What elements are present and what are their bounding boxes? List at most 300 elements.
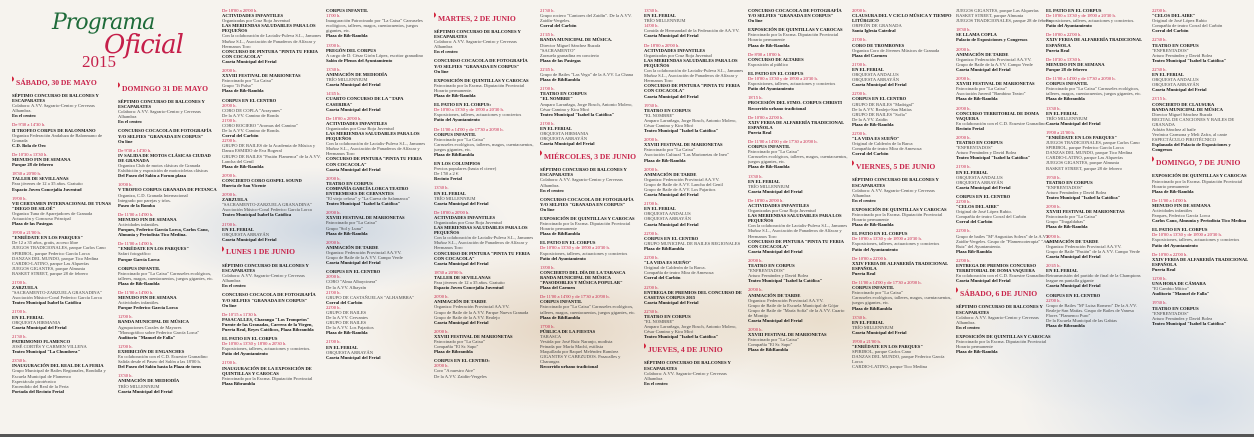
event-time: De 10'00 a 13'30 y 18'00 a 20'30 h. xyxy=(222,341,287,347)
event-title: CORPUS EN EL CENTRO xyxy=(326,269,381,275)
event-title: EL PATIO EN EL CORPUS xyxy=(540,240,596,246)
event-item xyxy=(118,266,218,286)
carnation-icon xyxy=(540,150,542,162)
event-detail: "SACRAMENTO-ZARZUELA GRANADINA" xyxy=(12,290,102,296)
event-detail: Original de José López Rubio xyxy=(1152,18,1207,24)
event-venue: Plaza del Carmen xyxy=(540,285,575,291)
event-detail: Amparo Larrañaga, Jorge Bosch, Antonio Molero, César Camino y Kira Miró xyxy=(644,324,737,335)
event-title: CONCURSO DE PINTURA "PINTA TU FERIA CON COCACOLA" xyxy=(222,48,318,59)
event-time: 18'30 h. xyxy=(956,27,971,33)
event-detail: Colabora: A.VV. Sagrario-Centro y Cervezas Alhambra xyxy=(222,273,305,284)
event-title: LAS MERIENDAS SALUDABLES PARA LOS PEQUEÑOS xyxy=(748,213,842,224)
event-detail: Grupo de Baile de la A.VV. Campo Verde xyxy=(326,255,403,261)
event-venue: Caseta Municipal del Ferial xyxy=(12,324,67,330)
event-time: De 18'00 a 20'00 h. xyxy=(644,42,680,48)
event-time: 13'30 h. xyxy=(852,314,867,320)
event-item xyxy=(540,265,640,290)
event-detail: Comida de Hermandad de la Federación de AA.VV. xyxy=(644,28,740,34)
event-venue: Caseta Municipal del Ferial xyxy=(644,299,699,305)
event-time: 20'00 h. xyxy=(748,287,763,293)
day-header xyxy=(12,76,112,88)
event-venue: En el centro xyxy=(956,324,980,330)
event-venue: Caseta Municipal del Ferial xyxy=(326,82,381,88)
event-title: SÉPTIMO CONCURSO DE BALCONES Y ESCAPARATES xyxy=(434,29,521,40)
event-item xyxy=(434,329,534,354)
event-detail: TRÍO MILLENNIUM xyxy=(644,18,686,24)
event-detail: Amparo Larrañaga, Jorge Bosch, Antonio Molero, César Camino y Kira Miró xyxy=(644,117,737,128)
event-detail: Zarzuela granadina en concierto xyxy=(540,52,600,58)
event-title: EL PATIO EN EL CORPUS xyxy=(852,231,908,237)
event-detail: "ENFRENTADOS" xyxy=(1152,47,1189,53)
event-detail: Asociación Músico-Coral Federico García Lorca xyxy=(12,295,102,301)
event-detail: Horario permanente xyxy=(1152,183,1189,189)
event-detail: En colaboración con el C.D. Ecuestre Granadino xyxy=(118,354,208,360)
event-venue: C.D. Bola de Oro xyxy=(12,142,46,148)
event-venue: Huerta de San Vicente xyxy=(222,183,267,188)
event-time: 22'00 h. xyxy=(222,138,237,144)
event-detail: A cargo de D. César Girón López, escritor granadino xyxy=(326,52,424,58)
event-venue: Puerta Real xyxy=(1152,266,1176,272)
event-time: 19'30 h. xyxy=(1046,174,1061,180)
event-title: ENTREMESES DE CERVANTES xyxy=(326,191,394,196)
program-column xyxy=(222,8,322,425)
event-detail: Colabora: A.VV. Sagrario-Centro y Cervezas Alhambra. xyxy=(956,314,1039,325)
event-venue: Plaza del Carmen xyxy=(852,52,887,58)
event-detail: Con la colaboración de Lactalis-Puleva S.L., Jamones Muñoz S.L., Asociación de Panaderos de Alfacar y Hermanos Toro xyxy=(326,141,426,157)
event-item xyxy=(434,270,534,290)
event-detail: Patrocinado por "La Caixa" xyxy=(852,290,903,296)
event-title: TEATRO EN CORPUS xyxy=(644,107,691,113)
event-time: 21'00 h. xyxy=(644,201,659,207)
event-venue: Teatro Municipal "La Chumbera" xyxy=(12,349,81,355)
event-detail: Horario permanente xyxy=(540,226,577,232)
event-detail: ORQUESTA ARRAYÁN xyxy=(222,231,270,237)
event-item xyxy=(118,128,218,143)
event-item xyxy=(222,222,322,242)
event-detail: ESPECTÁCULO PIROTÉCNICO xyxy=(1152,137,1216,143)
event-time: De 10'00 a 22'00 h. xyxy=(852,255,888,261)
event-detail: Patrocinado por "La Caixa" Carruseles ecológicos, talleres, magos, cuentacuentos, juegos gigantes, etc. xyxy=(540,304,636,315)
event-title: EL PATIO EN EL CORPUS xyxy=(1046,8,1102,13)
event-title: "LA VIDA ES SUEÑO" xyxy=(644,260,692,266)
event-title: SÉPTIMO CONCURSO DE BALCONES Y ESCAPARATES xyxy=(222,262,309,274)
program-column xyxy=(1152,8,1252,425)
event-detail: Original de Calderón de la Barca. xyxy=(644,265,706,271)
event-item xyxy=(118,99,218,124)
event-detail: JUEGOS TRADICIONALES, parque Carlos Cano xyxy=(1046,140,1140,146)
event-title: CONCURSO DE PINTURA "PINTA TU FERIA CON COCACOLA" xyxy=(748,238,844,249)
event-title: CONCURSO COCACOLA DE FOTOGRAFÍA Y/O SELFIES "GRANADA EN CORPUS" xyxy=(434,58,528,69)
event-time: 22'00 h. xyxy=(644,255,659,261)
event-item xyxy=(1152,67,1252,92)
event-detail: SPIRIBOL, parque Federico García Lorca xyxy=(12,250,90,256)
event-detail: Vestida por José Ruiz Naranjo, modista xyxy=(540,338,613,344)
event-detail: Carruseles ecológicos, talleres, magos, cuentacuentos, juegos gigantes, etc. xyxy=(748,154,848,165)
event-detail: GRUPO DE BAILES "Sofía" xyxy=(852,111,907,117)
event-venue: Caseta Municipal del Ferial xyxy=(852,82,907,88)
event-time: 21'00 h. xyxy=(540,120,555,126)
logo-title-programa: Programa xyxy=(52,10,155,35)
event-title: EN EL FERIAL xyxy=(852,319,884,325)
event-time: De 11'00 a 14'00 h. xyxy=(1152,197,1188,203)
event-title: EXHIBICIÓN DE ENGANCHES xyxy=(118,348,185,354)
event-venue: Fuente de las Granadas, Carrera de la Virgen, Puerta Real, Reyes Católicos, Plaza Bibrambla xyxy=(222,321,314,332)
day-header xyxy=(118,82,218,94)
event-title: XXVIII FESTIVAL DE MARIONETAS xyxy=(748,332,827,338)
event-time: 20'45 h. xyxy=(1046,263,1061,269)
event-detail: Para jóvenes de 12 a 35 años. Gratuito xyxy=(434,280,505,286)
event-venue: Plaza de Bib-Rambla xyxy=(852,222,894,228)
event-detail: JOSÉ CORTÉS Y CARMEN VILLENA xyxy=(12,344,87,350)
event-venue: Parque 28 de febrero xyxy=(1046,66,1088,72)
event-detail: Patrocinado por la Excma. Diputación Provincial xyxy=(434,82,525,88)
event-venue: Santa Iglesia Catedral xyxy=(852,28,896,34)
event-venue: Plaza de BibRambla xyxy=(434,151,475,157)
event-venue: Teatro Municipal "Isabel la Católica" xyxy=(748,278,823,284)
event-item xyxy=(644,103,744,134)
event-detail: Encendido del Real de la Feria xyxy=(12,383,69,389)
event-detail: De la A.VV. Zaidín-Vergeles xyxy=(434,373,487,379)
event-venue: Plaza de Bib-Rambla xyxy=(956,349,998,355)
event-venue: Plaza Bib-Rambla xyxy=(956,248,992,254)
event-time: 20'00 h. xyxy=(748,257,763,263)
event-time: De 10'00 a 13'30 y de 18'00 a 20'30 h. xyxy=(434,107,504,113)
event-title: EN EL FERIAL xyxy=(748,178,780,184)
event-item xyxy=(644,255,744,280)
event-item xyxy=(222,192,322,217)
event-item xyxy=(956,164,1056,189)
event-item xyxy=(1046,57,1146,72)
event-venue: Carlos Cano, Almunia y Periodista Tico Medina xyxy=(1152,218,1247,224)
event-time: De 18'00 a 20'00 h. xyxy=(748,197,784,203)
event-venue: Plaza de Bib-Rambla xyxy=(1152,188,1194,194)
event-detail: SPIRIBOL, parque Carlos Cano xyxy=(852,349,912,355)
event-title: MENUDO FIN DE SEMANA xyxy=(12,157,71,163)
event-item xyxy=(12,122,112,147)
event-detail: Integrado por parejas y tríos. xyxy=(118,197,171,203)
event-venue: Patio del Ayuntamiento xyxy=(1152,242,1198,248)
event-detail: Grupo de Baile de la A.VV. Realejo xyxy=(434,314,500,320)
event-item xyxy=(540,216,640,236)
event-item xyxy=(12,334,112,354)
event-detail: Arturo Fernández y David Bolea xyxy=(1046,189,1107,195)
event-time: 21'00 h. xyxy=(540,86,555,92)
event-detail: Patrocinado por la Excma. Diputación Provincial xyxy=(540,221,631,227)
event-detail: Retransmisión del partido de final de la Champions league en pantalla gigante xyxy=(1046,273,1141,284)
event-time: 21'00 h. xyxy=(956,164,971,170)
event-title: SÉPTIMO CONCURSO DE BALCONES Y ESCAPARATES xyxy=(852,177,939,188)
event-time: De 11'00 a 14'00 y de 17'30 a 20'00 h. xyxy=(1046,76,1116,82)
event-venue: Caseta Municipal del Ferial xyxy=(540,141,595,147)
event-venue: Caseta Municipal del Ferial xyxy=(956,184,1011,190)
event-item xyxy=(1046,130,1146,171)
program-column xyxy=(1046,8,1146,425)
event-time: 12'00 h. xyxy=(1152,276,1167,282)
event-item xyxy=(434,102,534,122)
event-venue: Caseta Municipal del Ferial xyxy=(644,192,699,198)
event-detail: Precios populares (hasta el cierre) xyxy=(434,166,497,172)
event-time: De 10'15 a 11'30 h. xyxy=(222,311,258,317)
event-detail: Organiza Federación Andaluza de Balonmano de Granada xyxy=(12,132,103,143)
event-venue: Caseta Municipal del Ferial xyxy=(118,388,173,394)
event-time: 22'00 h. xyxy=(852,130,867,136)
event-title: MENUDO FIN DE SEMANA xyxy=(118,295,177,301)
event-detail: JUEGOS GIGANTES, parque Almunia xyxy=(1046,160,1119,166)
event-title: CORPUS INFANTIL xyxy=(118,265,161,271)
event-venue: Plaza de BibRambla xyxy=(748,347,789,353)
event-detail: Salida desde el Paseo del Salón a las 18'00 h. xyxy=(118,359,201,365)
event-title: ACTIVIDADES INFANTILES xyxy=(222,13,284,19)
event-item xyxy=(852,207,952,227)
event-item xyxy=(540,8,640,28)
event-item xyxy=(644,201,744,226)
event-time: 11'00 h. xyxy=(326,13,341,19)
event-detail: Grupo de Baile de la Escuela Municipal de Gójar xyxy=(748,302,839,308)
event-venue: Plaza de Bibrambla xyxy=(1046,96,1085,102)
event-item xyxy=(326,339,426,359)
event-detail: Patrocinado por "La Caixa" Carruseles ecológicos, talleres, magos, cuentacuentos, juegos gigantes, etc. xyxy=(118,270,214,281)
event-time: 22'00 h. xyxy=(956,257,971,263)
event-detail: GRUPO DE BAILES xyxy=(326,309,367,315)
event-detail: Organizadas por Cruz Roja Juventud xyxy=(748,208,816,214)
event-title: EN EL FERIAL xyxy=(852,66,884,72)
event-detail: Organiza: Federación Provincial AA.VV. xyxy=(434,304,510,310)
event-venue: Salón de Plenos del Ayuntamiento xyxy=(326,57,393,63)
event-venue: Teatro Municipal Isabel la Católica xyxy=(222,212,292,218)
event-title: EL PATIO EN EL CORPUS xyxy=(1152,227,1208,233)
event-title: CONCURSO COCACOLA DE FOTOGRAFÍA Y/O SELFIES "GRANADA EN CORPUS" xyxy=(118,128,212,139)
event-title: EN EL FERIAL xyxy=(1152,72,1184,78)
event-detail: Patrocinado por "La Caixa" xyxy=(748,149,799,155)
day-title: MIÉRCOLES, 3 DE JUNIO xyxy=(544,151,636,161)
event-detail: Grupo "Tragaldabas" xyxy=(1046,219,1085,225)
event-item xyxy=(1046,293,1146,329)
day-header xyxy=(644,343,744,355)
event-venue: Caseta Municipal del Ferial xyxy=(956,66,1011,72)
event-detail: Compañía de teatro Mira de Amescua xyxy=(852,146,922,152)
event-time: De 11'00 a 14'00 y de 17'30 a 20'00 h. xyxy=(540,294,610,300)
event-item xyxy=(326,91,426,111)
event-title: ANIMACIÓN DE TARDE xyxy=(956,51,1009,57)
event-detail: De la A.VV. Realejo-San Matías xyxy=(852,106,912,112)
event-detail: Asociación Cultural "Las Marionetas de Ineo" xyxy=(644,152,730,158)
event-title: XXVIII FESTIVAL DE MARIONETAS xyxy=(956,81,1035,87)
event-time: 18'30 a 20'00 h. xyxy=(12,171,41,177)
event-time: 13'30 h. xyxy=(326,66,341,72)
event-item xyxy=(1046,106,1146,126)
event-venue: Portada del Recinto Ferial xyxy=(12,388,64,394)
event-time: 20'00 h. xyxy=(222,192,237,198)
event-time: De 18'00 a 20'00 h. xyxy=(434,209,470,215)
event-title: "LA VIDA ES SUEÑO" xyxy=(852,136,900,142)
event-time: De 10'00 a 13'30 y de 18'00 a 20'30 h. xyxy=(1046,13,1116,19)
event-venue: Plaza de Bib-Rambla xyxy=(956,96,998,102)
event-detail: Horario permanente xyxy=(956,344,993,350)
event-time: 21'45 h. xyxy=(540,32,555,38)
event-venue: Teatro Municipal "Isabel la Católica" xyxy=(956,155,1031,161)
event-item xyxy=(1152,198,1252,223)
event-detail: De la A.VV. Camino de Ronda. xyxy=(222,128,280,134)
event-detail: TRÍO MILLENNIUM xyxy=(852,324,894,330)
event-detail: Arturo Fernández y David Bolea xyxy=(1152,52,1213,58)
event-venue: En el centro xyxy=(12,113,36,119)
event-time: 20'00 h. xyxy=(326,239,341,245)
event-detail: Patrocinado por "La Caixa" xyxy=(222,78,273,84)
event-time: 21'00 h. xyxy=(222,360,237,366)
event-time: 22'00 h. xyxy=(1046,297,1061,303)
event-time: 19'00 h. xyxy=(12,195,27,201)
event-detail: Patrocinado por la Excma. Diputación Provincial xyxy=(222,375,313,381)
event-item xyxy=(540,240,640,260)
day-title: DOMINGO, 7 DE JUNIO xyxy=(1156,157,1241,167)
event-venue: Patio del Ayuntamiento xyxy=(1046,23,1092,29)
event-detail: En colaboración con el C.D. Ecuestre Granadino xyxy=(956,273,1046,279)
event-venue: Teatro Municipal "Isabel la Católica" xyxy=(1152,320,1227,326)
event-detail: Arturo Fernández y David Bolea xyxy=(748,273,809,279)
event-venue: Patio del Ayuntamiento xyxy=(540,255,586,261)
event-title: ANIMACIÓN DE TARDE xyxy=(1046,238,1099,244)
event-title: "CELOS DEL AIRE" xyxy=(956,204,1000,210)
event-item xyxy=(956,76,1056,101)
event-item xyxy=(748,139,848,170)
event-detail: Espectáculo pirotécnico xyxy=(12,378,57,384)
event-venue: Caseta Municipal del Ferial xyxy=(1046,283,1101,289)
event-time: De 9'30 a 14'30 h. xyxy=(12,122,46,128)
day-title: JUEVES, 4 DE JUNIO xyxy=(648,344,723,354)
event-title: VII CERTAMEN INTERNACIONAL DE TUNAS "DIEGO DE SILOÉ" xyxy=(12,200,111,211)
event-title: ACTIVIDADES INFANTILES xyxy=(434,214,496,220)
event-detail: Coro "A nuestro Aire" xyxy=(434,368,475,374)
event-detail: CARDIO-LATINO, parque Las Alquerías xyxy=(12,260,90,266)
event-detail: "ENFRENTADOS" xyxy=(748,268,785,274)
event-item xyxy=(222,173,322,188)
event-title: EN EL FERIAL xyxy=(540,125,572,131)
event-detail: Patrocinado por "La Caixa" xyxy=(434,136,485,142)
event-detail: TRÍO MILLENNIUM xyxy=(326,77,368,83)
event-time: 20'00 h. xyxy=(326,175,341,181)
event-item xyxy=(118,182,218,207)
event-item xyxy=(12,309,112,329)
event-title: CONCIERTO DEL DÍA DE LA TARASCA xyxy=(540,269,626,275)
event-title: EN LOS COLUMPIOS xyxy=(434,161,481,167)
event-item xyxy=(1046,32,1146,52)
event-time: 20'00 h. xyxy=(956,76,971,82)
event-item xyxy=(434,127,534,158)
event-venue: En el centro xyxy=(644,380,668,386)
event-venue: Plaza de Bib-Rambla xyxy=(852,121,894,127)
event-time: De 11'00 a 14'00 h. xyxy=(118,211,154,217)
event-title: COMPAÑÍA GARCÍA LORCA TEATRO xyxy=(326,185,409,191)
event-detail: Exposición al público xyxy=(748,61,789,67)
event-time: De 10'00 a 22'00 h. xyxy=(1152,251,1188,257)
event-item xyxy=(222,8,322,64)
event-detail: Organiza Coro de Jóvenes Músicos de Granada xyxy=(852,47,940,53)
event-time: 23'30 h. xyxy=(12,358,27,364)
event-detail: GRUPO MUNICIPAL DE BAILES REGIONALES xyxy=(644,240,741,246)
event-item xyxy=(852,37,952,57)
event-detail: Organiza: Federación Provincial AA.VV. xyxy=(1046,243,1122,249)
day-header xyxy=(222,246,322,258)
event-time: 20'00 h. xyxy=(644,166,659,172)
event-detail: Actividades infantiles. xyxy=(118,221,160,227)
event-time: 21'30 h. xyxy=(540,8,555,13)
event-item xyxy=(326,210,426,235)
event-time: 13'30 h. xyxy=(1046,105,1061,111)
event-time: 20'00 h. xyxy=(434,294,449,300)
event-item xyxy=(1152,96,1252,152)
event-venue: Caseta Municipal del Ferial xyxy=(434,319,489,325)
event-item xyxy=(1046,234,1146,259)
event-venue: Recinto Ferial xyxy=(434,176,462,182)
event-detail: Patrocinado por la Excma. Diputación Provincial xyxy=(956,338,1047,344)
event-item xyxy=(956,304,1056,329)
event-title: ENTREGA DE PREMIOS CONCURSO TERRITORIAL DE DOMA VAQUERA xyxy=(956,263,1037,274)
event-title: CORPUS INFANTIL xyxy=(1046,81,1089,87)
logo-year: 2015 xyxy=(82,52,116,71)
event-venue: Plaza de Bib-Rambla xyxy=(118,280,160,286)
event-time: De 11'00 a 14'00 y de 17'30 a 20'00 h. xyxy=(852,280,922,286)
event-title: ZARZUELA xyxy=(12,285,38,291)
event-item xyxy=(956,106,1056,131)
event-detail: Exposiciones, talleres, actuaciones y conciertos. xyxy=(222,346,311,352)
event-time: 21'00 h. xyxy=(12,309,27,315)
event-title: PATRIMONIO FLAMENCO xyxy=(12,338,71,344)
event-item xyxy=(1152,227,1252,247)
event-detail: CORO DE COPLA "Arrayanes" xyxy=(222,107,282,113)
event-title: TEATRO EN CORPUS xyxy=(956,140,1003,146)
event-title: CUARTO CONCURSO DE LA "TAPA CASERIRA" xyxy=(326,96,404,107)
carnation-icon xyxy=(434,12,436,24)
event-title: CORPUS EN EL CENTRO xyxy=(222,97,277,103)
event-venue: En el centro xyxy=(434,49,458,55)
event-item xyxy=(12,171,112,191)
event-venue: Plaza de Bib-Rambla xyxy=(326,330,368,336)
event-title: XXIV FERIA DE ALFARERÍA TRADICIONAL ESPAÑOLA xyxy=(1046,37,1142,48)
event-item xyxy=(12,93,112,118)
event-time: 19'30 h. xyxy=(1152,300,1167,306)
event-time: 21'00 h. xyxy=(222,117,237,123)
event-title: XXVIII FESTIVAL DE MARIONETAS xyxy=(644,142,723,148)
event-title: EN EL FERIAL xyxy=(956,169,988,175)
event-detail: Colabora: A.VV. Sagrario-Centro y Cervezas Alhambra. xyxy=(540,177,623,188)
event-detail: Actuación y Concurso Principal xyxy=(12,215,71,221)
day-header xyxy=(434,12,534,24)
event-venue: Caseta Municipal del Ferial xyxy=(748,248,803,254)
event-detail: ORQUESTA ARRAYÁN xyxy=(1152,82,1200,88)
event-venue: Parque Federico García Lorca xyxy=(118,305,178,311)
event-title: CORPUS EN EL CENTRO xyxy=(852,96,907,102)
event-item xyxy=(434,161,534,181)
event-item xyxy=(852,256,952,276)
event-venue: Caseta Municipal del Ferial xyxy=(326,354,381,360)
event-item xyxy=(748,8,848,23)
event-venue: Caseta Municipal del Ferial xyxy=(748,317,803,323)
event-detail: GRUPO DE BAILES de la Academia de Música y Danza ESMIDO de Eva Bogeral xyxy=(222,143,316,154)
program-logo xyxy=(12,6,183,76)
event-detail: Grupo de Baile de "María Sofía" de la A.VV. Cuarto de Montijo xyxy=(748,307,845,318)
event-detail: Para jóvenes de 12 a 35 años. Gratuito xyxy=(12,181,83,187)
event-title: XXIV FERIA DE ALFARERÍA TRADICIONAL ESPAÑOLA xyxy=(852,260,948,271)
event-time: 23'15 h. xyxy=(1152,96,1167,102)
event-time: 21'00 h. xyxy=(852,61,867,67)
event-venue: Patio del Ayuntamiento xyxy=(852,246,898,252)
event-detail: Exposiciones, talleres, actuaciones y conciertos xyxy=(748,81,836,87)
event-time: De 10'00 a 13'30 y de 18'00 a 20'30 h. xyxy=(748,76,818,82)
event-venue: Caseta Municipal del Ferial xyxy=(222,236,277,242)
event-detail: CORO ROCIERO "Aromas del Camino" xyxy=(222,122,298,128)
event-time: 22'00 h. xyxy=(956,199,971,204)
event-time: 22'30 h. xyxy=(1152,37,1167,43)
